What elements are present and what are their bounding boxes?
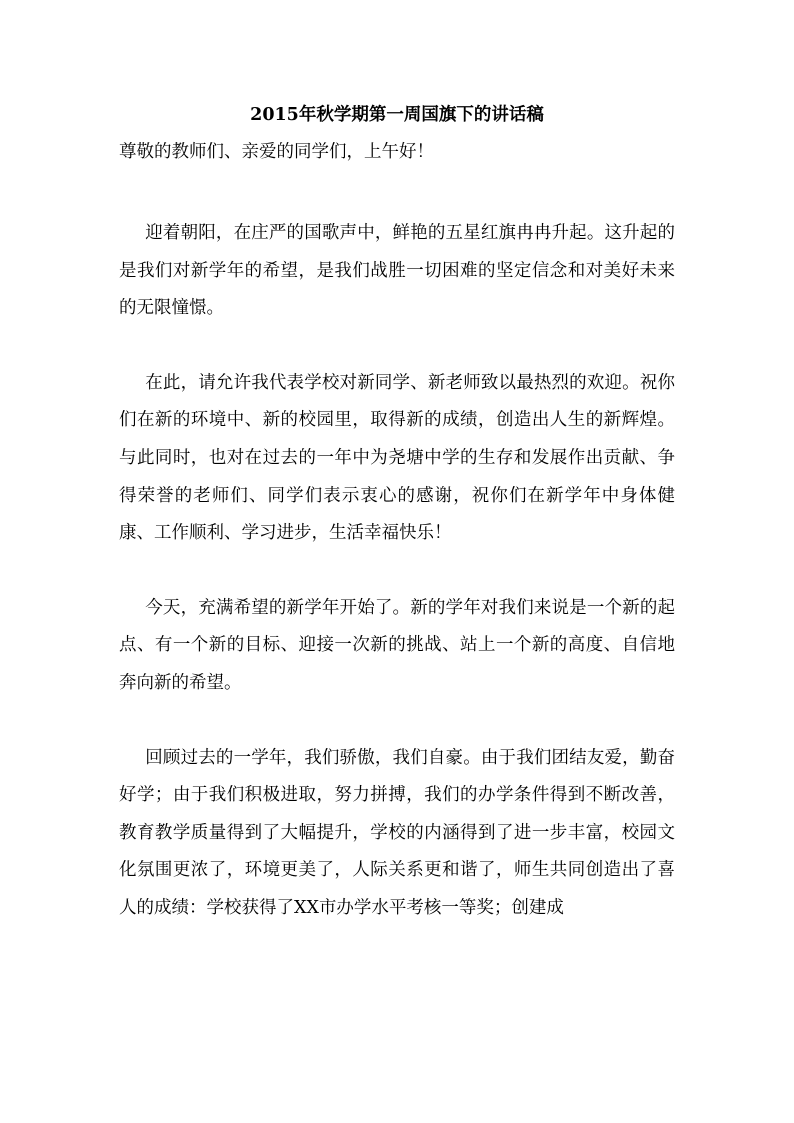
paragraph-4: 回顾过去的一学年，我们骄傲，我们自豪。由于我们团结友爱，勤奋好学；由于我们积极进取，努力拼搏，我们的办学条件得到不断改善，教育教学质量得到了大幅提升，学校的内涵得到了进一步丰富，校园文化氛围更浓了，环境更美了，人际关系更和谐了，师生共同创造出了喜人的成绩：学校获得了XX市办学水平考核一等奖；创建成 — [119, 747, 675, 918]
paragraph-1: 迎着朝阳，在庄严的国歌声中，鲜艳的五星红旗冉冉升起。这升起的是我们对新学年的希望，是我们战胜一切困难的坚定信念和对美好未来的无限憧憬。 — [119, 223, 675, 319]
document-title: 2015年秋学期第一周国旗下的讲话稿 — [250, 105, 544, 125]
paragraph-2: 在此，请允许我代表学校对新同学、新老师致以最热烈的欢迎。祝你们在新的环境中、新的校园里，取得新的成绩，创造出人生的新辉煌。与此同时，也对在过去的一年中为尧塘中学的生存和发展作出贡献、争得荣誉的老师们、同学们表示衷心的感谢，祝你们在新学年中身体健康、工作顺利、学习进步，生活幸福快乐！ — [119, 372, 675, 544]
paragraph-3: 今天，充满希望的新学年开始了。新的学年对我们来说是一个新的起点、有一个新的目标、迎接一次新的挑战、站上一个新的高度、自信地奔向新的希望。 — [119, 597, 675, 693]
greeting-line: 尊敬的教师们、亲爱的同学们，上午好！ — [119, 142, 434, 162]
